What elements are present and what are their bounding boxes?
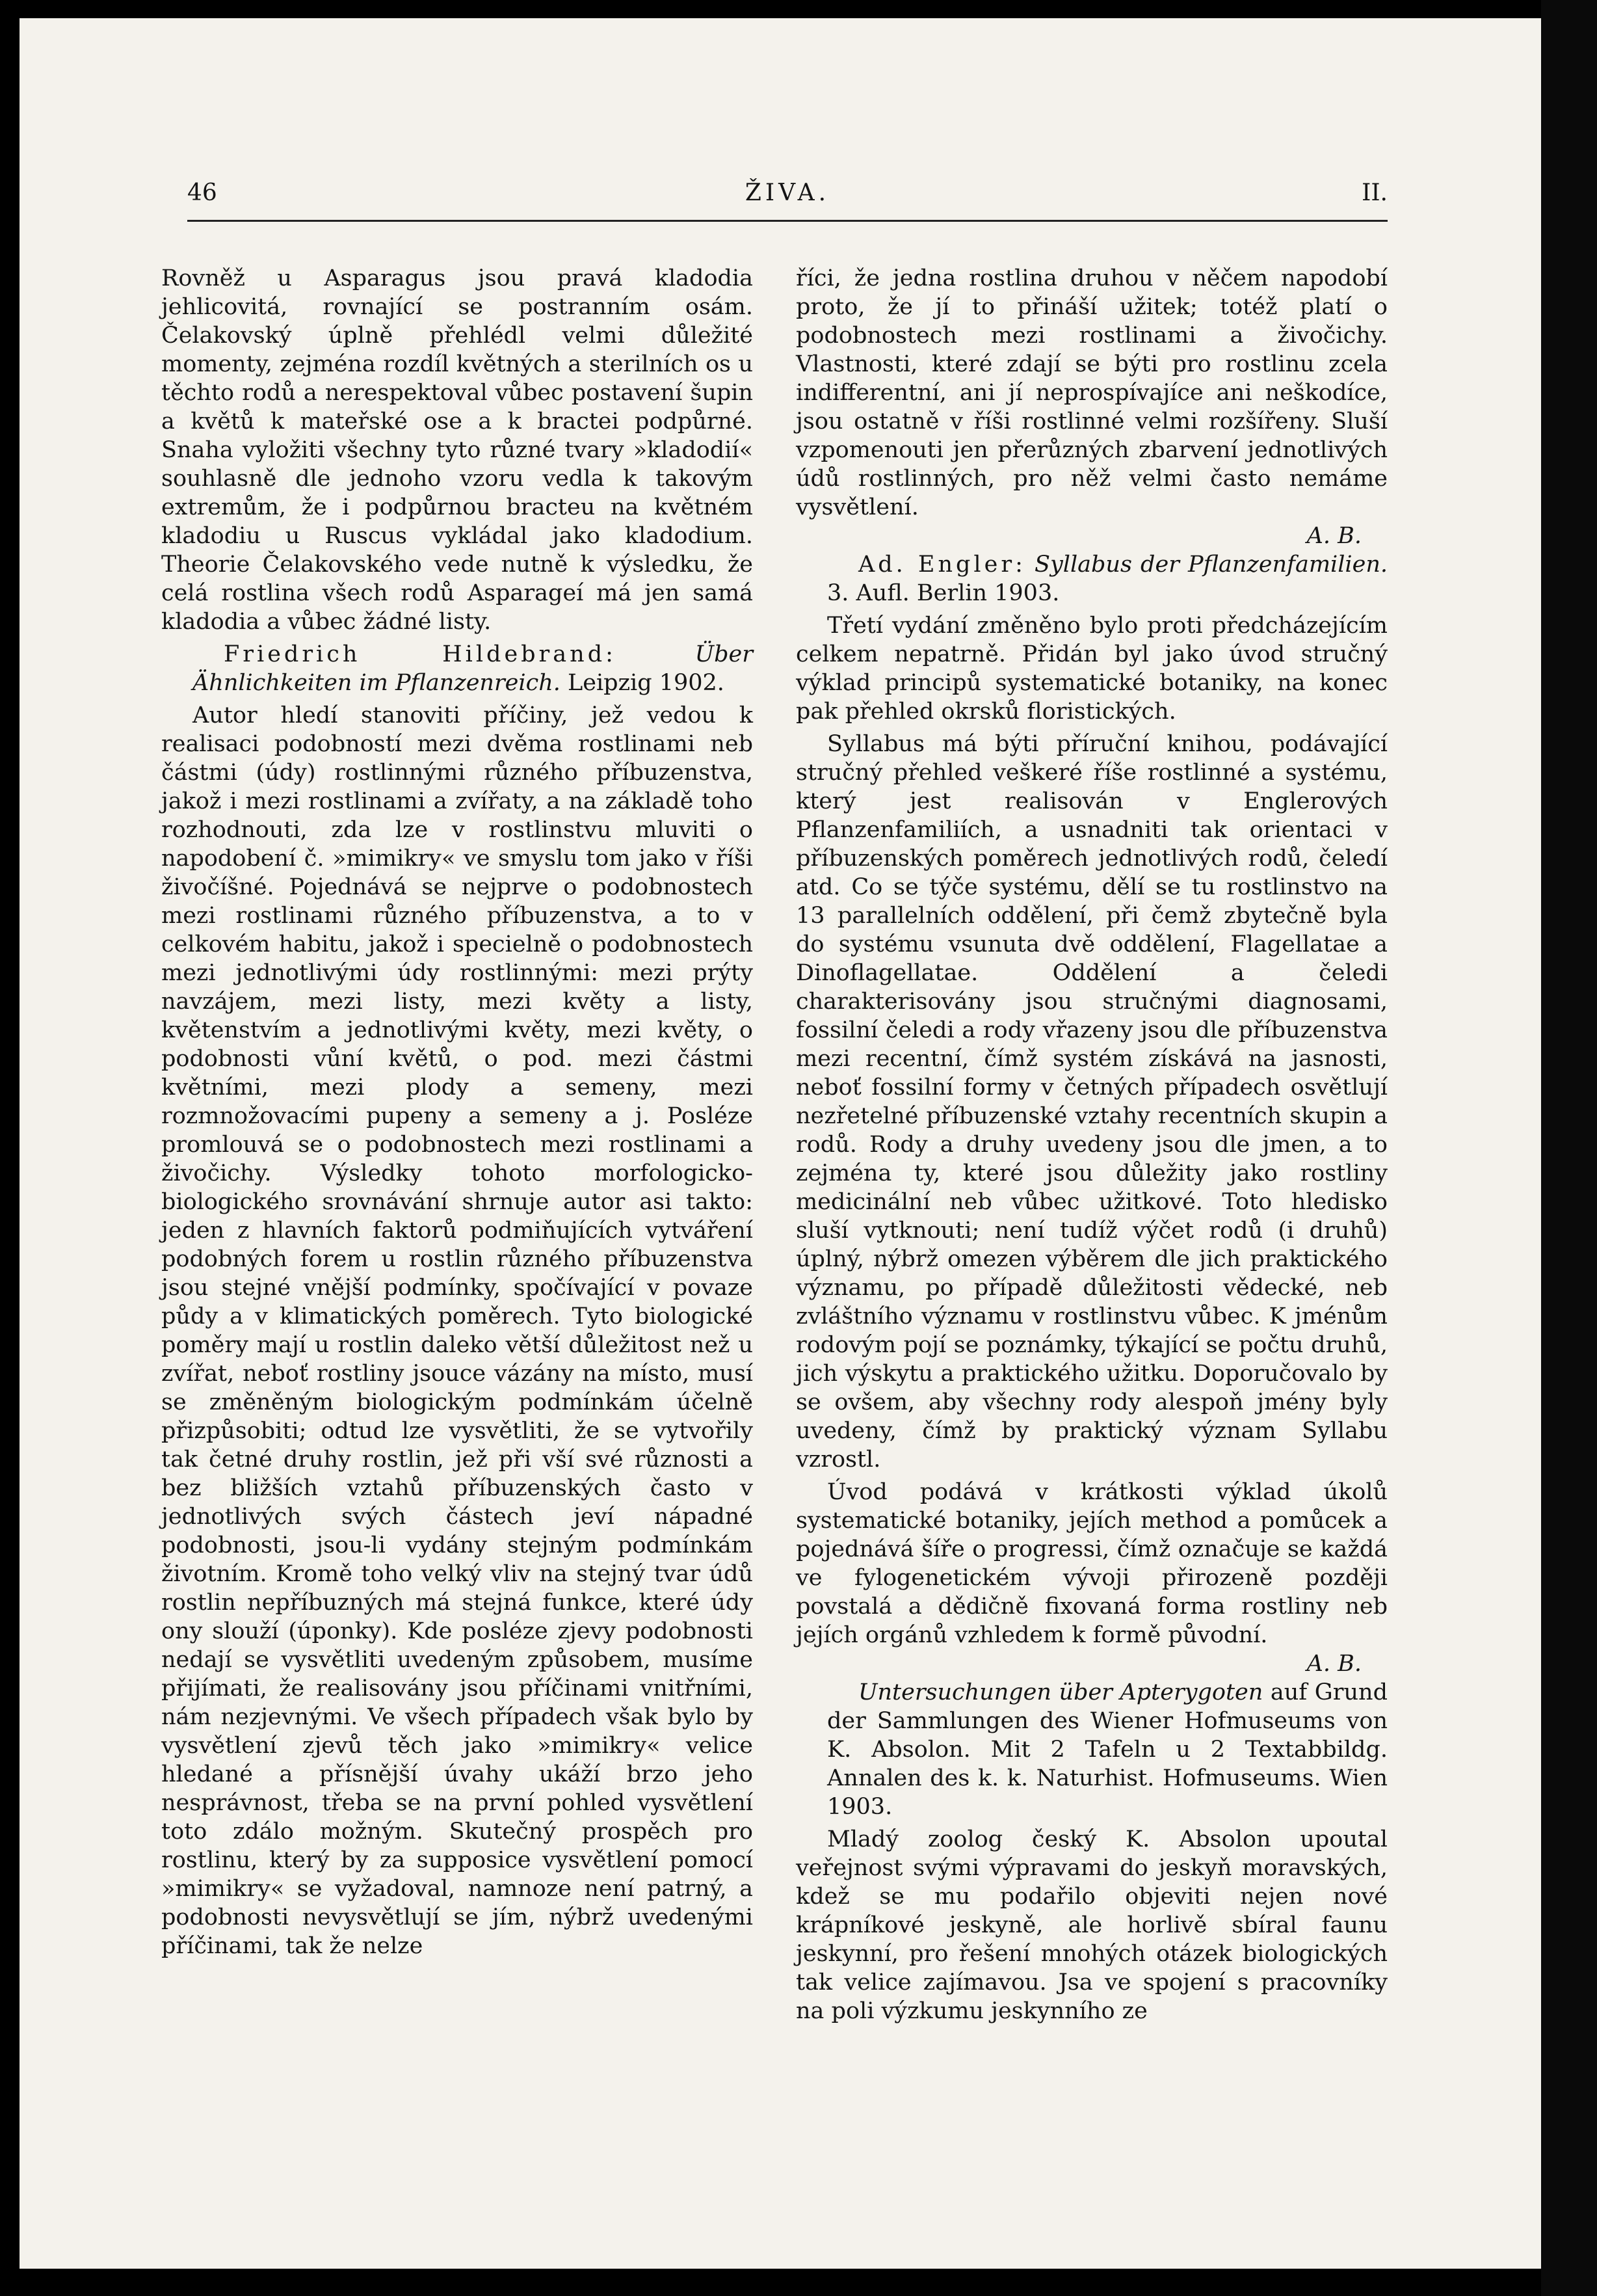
review-heading-engler xyxy=(796,550,1388,607)
review-book-title: Untersuchungen über Apterygoten xyxy=(858,1679,1263,1705)
review-publication: Leipzig 1902. xyxy=(568,670,724,696)
page-number: 46 xyxy=(187,180,217,206)
paragraph-engler-intro: Třetí vydání změněno bylo proti předcházejícím celkem nepatrně. Přidán byl jako úvod stručný výklad principů systematické botaniky, na konec pak přehled okrsků floristických. xyxy=(796,613,1388,725)
paragraph-syllabus: Syllabus má býti příruční knihou, podávající stručný přehled veškeré říše rostlinné a systému, který jest realisován v Englerových Pflanzenfamiliích, a usnadniti tak orientaci v příbuzenských poměrech jednotlivých rodů, čeledí atd. Co se týče systému, dělí se tu rostlinstvo na 13 parallelních oddělení, při čemž zbytečně byla do systému vsunuta dvě oddělení, Flagellatae a Dinoflagellatae. Oddělení a čeledi charakterisovány jsou stručnými diagnosami, fossilní čeledi a rody vřazeny jsou dle příbuzenstva mezi recentní, čímž systém získává na jasnosti, neboť fossilní formy v četných případech osvětlují nezřetelné příbuzenské vztahy recentních skupin a rodů. Rody a druhy uvedeny jsou dle jmen, a to zejména ty, které jsou důležity jako rostliny medicinální neb vůbec užitkové. Toto hledisko sluší vytknouti; není tudíž výčet rodů (i druhů) úplný, nýbrž omezen výběrem dle jich praktického významu, po případě důležitosti vědecké, neb zvláštního významu v rostlinstvu vůbec. K jménům rodovým pojí se poznámky, týkající se počtu druhů, jich výskytu a praktického užitku. Doporučovalo by se ovšem, aby všechny rody alespoň jmény byly uvedeny, čímž by praktický význam Syllabu vzrostl. xyxy=(796,731,1388,1473)
review-author: Friedrich Hildebrand: xyxy=(224,641,616,667)
volume-number: II. xyxy=(1362,180,1388,206)
paragraph-uvod: Úvod podává v krátkosti výklad úkolů systematické botaniky, jejích method a pomůcek a pojednává šíře o progressi, čímž označuje se každá ve fylogenetickém vývoji přirozeně později povstalá a dědičně fixovaná forma rostliny neb jejích orgánů vzhledem k formě původní. xyxy=(796,1479,1388,1648)
review-book-title: Syllabus der Pflanzenfamilien. xyxy=(1035,552,1388,578)
signature-initials: A. B. xyxy=(1306,1651,1362,1677)
paragraph-hildebrand-review: Autor hledí stanoviti příčiny, jež vedou k realisaci podobností mezi dvěma rostlinami neb částmi (údy) rostlinnými různého příbuzenstva, jakož i mezi rostlinami a zvířaty, a na základě toho rozhodnouti, zda lze v rostlinstvu mluviti o napodobení č. »mimikry« ve smyslu tom jako v říši živočíšné. Pojednává se nejprve o podobnostech mezi rostlinami různého příbuzenstva, a to v celkovém habitu, jakož i specielně o podobnostech mezi jednotlivými údy rostlinnými: mezi prýty navzájem, mezi listy, mezi květy a listy, květenstvím a jednotlivými květy, mezi květy, o podobnosti vůní květů, o pod. mezi částmi květními, mezi plody a semeny, mezi rozmnožovacími pupeny a semeny a j. Posléze promlouvá se o podobnostech mezi rostlinami a živočichy. Výsledky tohoto morfologicko-biologického srovnávání shrnuje autor asi takto: jeden z hlavních faktorů podmiňujících vytváření podobných forem u rostlin různého příbuzenstva jsou stejné vnější podmínky, spočívající v povaze půdy a v klimatických poměrech. Tyto biologické poměry mají u rostlin daleko větší důležitost než u zvířat, neboť rostliny jsouce vázány na místo, musí se změněným biologickým podmínkám účelně přizpůsobiti; odtud lze vysvětliti, že se vytvořily tak četné druhy rostlin, jež při vší své různosti a bez bližších vztahů příbuzenských často v jednotlivých svých částech jeví nápadné podobnosti, jsou-li vydány stejným podmínkám životním. Kromě toho velký vliv na stejný tvar údů rostlin nepříbuzných má stejná funkce, které údy ony slouží (úponky). Kde posléze zjevy podobnosti nedají se vysvětliti uvedeným způsobem, musíme přijímati, že realisovány jsou příčinami vnitřními, nám nezjevnými. Ve všech případech však bylo by vysvětlení zjevů těch jako »mimikry« velice hledané a přísnější úvahy ukáží brzo jeho nesprávnost, třeba se na první pohled vysvětlení toto zdálo možným. Skutečný prospěch pro rostlinu, který by za supposice vysvětlení pomocí »mimikry« se vyžadoval, namnoze není patrný, a podobnosti nevysvětlují se jím, nýbrž uvedenými příčinami, tak že nelze xyxy=(161,702,753,1959)
running-header xyxy=(187,180,1388,219)
review-publication: 3. Aufl. Berlin 1903. xyxy=(827,580,1060,606)
left-column xyxy=(161,264,753,1960)
review-author: Ad. Engler: xyxy=(858,552,1026,578)
paragraph-continuation: říci, že jedna rostlina druhou v něčem napodobí proto, že jí to přináší užitek; totéž platí o podobnostech mezi rostlinami a živočichy. Vlastnosti, které zdají se býti pro rostlinu zcela indifferentní, ani jí neprospívajíce ani neškodíce, jsou ostatně v říši rostlinné velmi rozšířeny. Sluší vzpomenouti jen přerůzných zbarvení jednotlivých údů rostlinných, pro něž velmi často nemáme vysvětlení. xyxy=(796,265,1388,520)
review-heading-hildebrand xyxy=(161,640,753,697)
scan-dark-edge xyxy=(1541,0,1597,2296)
paragraph-absolon: Mladý zoolog český K. Absolon upoutal veřejnost svými výpravami do jeskyň moravských, kdež se mu podařilo objeviti nejen nové krápníkové jeskyně, ale horlivě sbíral faunu jeskynní, pro řešení mnohých otázek biologických tak velice zajímavou. Jsa ve spojení s pracovníky na poli výzkumu jeskynního ze xyxy=(796,1826,1388,2024)
journal-title: ŽIVA. xyxy=(745,180,830,206)
review-publication: auf Grund der Sammlungen des Wiener Hofmuseums von K. Absolon. Mit 2 Tafeln u 2 Textabbildg. Annalen des k. k. Naturhist. Hofmuseums. Wien 1903. xyxy=(827,1679,1388,1820)
signature-initials: A. B. xyxy=(1306,523,1362,549)
review-heading-absolon xyxy=(796,1678,1388,1821)
review-book-title: Über Ähnlichkeiten im Pflanzenreich. xyxy=(192,641,753,696)
book-page xyxy=(20,18,1541,2269)
right-column xyxy=(796,264,1388,2025)
paragraph-asparagus: Rovněž u Asparagus jsou pravá kladodia jehlicovitá, rovnající se postranním osám. Čelakovský úplně přehlédl velmi důležité momenty, zejména rozdíl květných a sterilních os u těchto rodů a nerespektoval vůbec postavení šupin a květů k mateřské ose a k bractei podpůrné. Snaha vyložiti všechny tyto různé tvary »kladodií« souhlasně dle jednoho vzoru vedla k takovým extremům, že i podpůrnou bracteu na květném kladodiu u Ruscus vykládal jako kladodium. Theorie Čelakovského vede nutně k výsledku, že celá rostlina všech rodů Asparageí má jen samá kladodia a vůbec žádné listy. xyxy=(161,265,753,635)
header-rule xyxy=(187,220,1388,222)
